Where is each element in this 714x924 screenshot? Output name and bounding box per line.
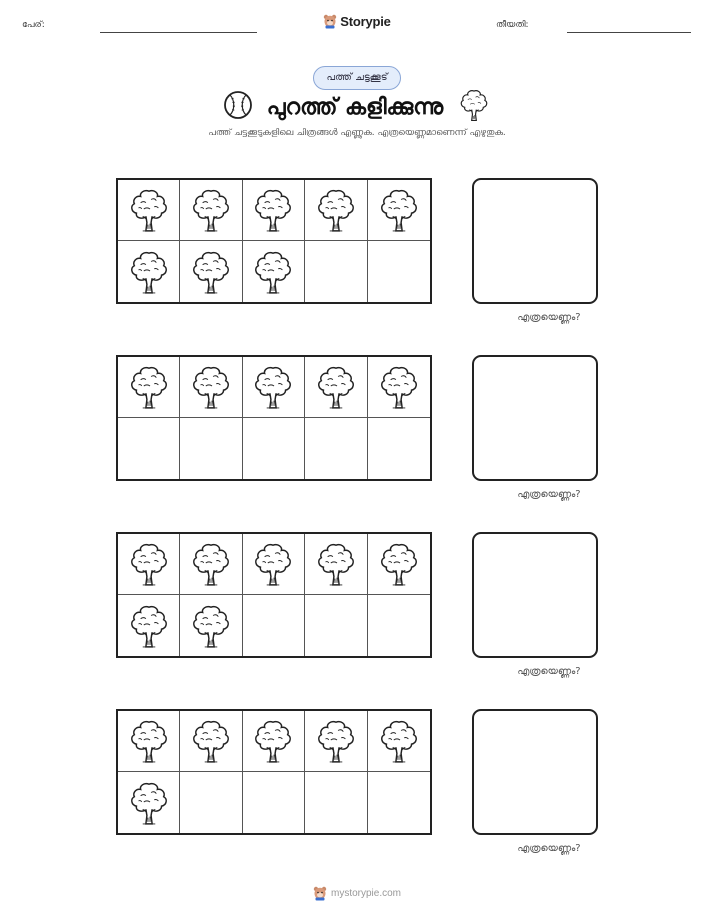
ten-frame-cell-empty [180, 418, 242, 479]
ten-frame-cell-filled [243, 180, 305, 241]
tree-icon [190, 364, 232, 410]
ten-frame-cell-filled [305, 711, 367, 772]
ten-frame-cell-filled [180, 180, 242, 241]
name-label: പേര്: [22, 20, 45, 30]
ten-frame [116, 355, 432, 481]
brand-name: Storypie [340, 13, 391, 29]
ten-frame-cell-empty [305, 418, 367, 479]
tree-icon [128, 249, 170, 295]
tree-icon [252, 187, 294, 233]
ten-frame-cell-filled [118, 180, 180, 241]
ten-frame-cell-empty [118, 418, 180, 479]
tree-icon [190, 541, 232, 587]
storypie-logo-icon [313, 885, 327, 901]
ten-frame-cell-empty [368, 241, 430, 302]
tree-icon [378, 541, 420, 587]
ten-frame-cell-filled [180, 357, 242, 418]
ten-frame-cell-filled [368, 534, 430, 595]
ten-frame-cell-filled [118, 772, 180, 833]
ten-frame-cell-filled [305, 357, 367, 418]
tree-icon [315, 364, 357, 410]
ten-frame-cell-empty [305, 772, 367, 833]
ten-frame [116, 532, 432, 658]
ten-frame-cell-empty [368, 595, 430, 656]
ten-frame-cell-filled [243, 357, 305, 418]
answer-box[interactable] [472, 178, 598, 304]
name-line[interactable] [100, 32, 257, 33]
tree-icon [128, 187, 170, 233]
page-title: പുറത്ത് കളിക്കുന്നു [266, 94, 444, 120]
ten-frame-cell-filled [243, 711, 305, 772]
tree-icon [457, 88, 491, 126]
ten-frame-cell-filled [180, 534, 242, 595]
tree-icon [252, 718, 294, 764]
tree-icon [190, 718, 232, 764]
tree-icon [315, 718, 357, 764]
tree-icon [315, 541, 357, 587]
ten-frame [116, 178, 432, 304]
ten-frame-cell-empty [368, 418, 430, 479]
ten-frame-cell-empty [305, 595, 367, 656]
ten-frame-cell-filled [305, 180, 367, 241]
category-badge: പത്ത് ചട്ടക്കൂട് [313, 66, 400, 90]
tree-icon [378, 718, 420, 764]
ten-frame-cell-filled [118, 534, 180, 595]
ten-frame [116, 709, 432, 835]
ten-frame-cell-filled [118, 357, 180, 418]
ten-frame-cell-filled [305, 534, 367, 595]
tree-icon [252, 541, 294, 587]
tree-icon [252, 249, 294, 295]
instructions: പത്ത് ചട്ടക്കൂടുകളിലെ ചിത്രങ്ങൾ എണ്ണുക. എത്രയെണ്ണമാണെന്ന് എഴുതുക. [208, 128, 506, 138]
title-row [0, 88, 714, 126]
footer [0, 885, 714, 901]
ten-frame-cell-filled [368, 180, 430, 241]
tree-icon [315, 187, 357, 233]
date-line[interactable] [567, 32, 691, 33]
storypie-logo-icon [323, 13, 337, 29]
tree-icon [252, 364, 294, 410]
ten-frame-cell-filled [243, 534, 305, 595]
tree-icon [128, 603, 170, 649]
tree-icon [190, 249, 232, 295]
ten-frame-cell-empty [180, 772, 242, 833]
ten-frame-cell-filled [368, 357, 430, 418]
tree-icon [128, 541, 170, 587]
how-many-label: എത്രയെണ്ണം? [517, 312, 581, 323]
ten-frame-cell-empty [243, 595, 305, 656]
ten-frame-cell-filled [180, 595, 242, 656]
brand [0, 13, 714, 29]
answer-box[interactable] [472, 532, 598, 658]
ten-frame-cell-filled [180, 711, 242, 772]
tree-icon [190, 603, 232, 649]
tree-icon [128, 718, 170, 764]
tree-icon [378, 187, 420, 233]
ten-frame-cell-filled [118, 595, 180, 656]
ten-frame-cell-filled [118, 711, 180, 772]
ten-frame-cell-empty [305, 241, 367, 302]
ten-frame-cell-empty [243, 418, 305, 479]
baseball-icon [223, 90, 253, 124]
ten-frame-cell-empty [368, 772, 430, 833]
answer-box[interactable] [472, 355, 598, 481]
ten-frame-cell-filled [243, 241, 305, 302]
ten-frame-cell-filled [118, 241, 180, 302]
answer-box[interactable] [472, 709, 598, 835]
ten-frame-cell-empty [243, 772, 305, 833]
how-many-label: എത്രയെണ്ണം? [517, 666, 581, 677]
how-many-label: എത്രയെണ്ണം? [517, 489, 581, 500]
tree-icon [128, 364, 170, 410]
tree-icon [378, 364, 420, 410]
tree-icon [190, 187, 232, 233]
date-label: തീയതി: [496, 20, 529, 30]
how-many-label: എത്രയെണ്ണം? [517, 843, 581, 854]
footer-url: mystorypie.com [330, 887, 401, 899]
ten-frame-cell-filled [368, 711, 430, 772]
ten-frame-cell-filled [180, 241, 242, 302]
tree-icon [128, 780, 170, 826]
